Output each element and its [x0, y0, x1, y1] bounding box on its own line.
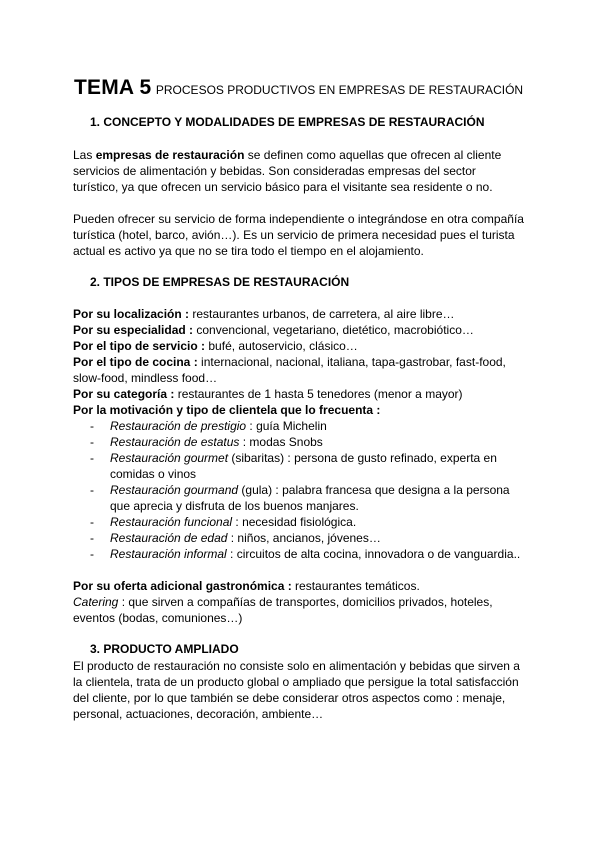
s1-p1-bold: empresas de restauración	[95, 148, 245, 162]
s2-row-label: Por la motivación y tipo de clientela que lo frecuenta :	[73, 403, 381, 417]
s1-p1-lead: Las	[73, 148, 96, 162]
s2-bullet-gourmet-cont: comidas o vinos	[110, 467, 197, 481]
s2-row-localizacion	[73, 306, 455, 322]
bullet-italic: Restauración de estatus	[110, 435, 240, 449]
s2-row-label: Por su especialidad :	[73, 323, 194, 337]
bullet-italic: Restauración informal	[110, 547, 227, 561]
s2-bullet-dash: -	[90, 547, 94, 561]
s1-p2-line1: Pueden ofrecer su servicio de forma independiente o integrándose en otra compañía	[73, 212, 524, 226]
s2-bullet-edad	[110, 530, 381, 546]
section-1-heading: 1. CONCEPTO Y MODALIDADES DE EMPRESAS DE RESTAURACIÓN	[90, 115, 485, 129]
title-subtitle: PROCESOS PRODUCTIVOS EN EMPRESAS DE RESTAURACIÓN	[155, 83, 524, 97]
s3-line1: El producto de restauración no consiste solo en alimentación y bebidas que sirven a	[73, 659, 520, 673]
bullet-text: : necesidad fisiológica.	[232, 515, 357, 529]
s2-row-text: restaurantes urbanos, de carretera, al aire libre…	[189, 307, 455, 321]
section-2-heading: 2. TIPOS DE EMPRESAS DE RESTAURACIÓN	[90, 275, 350, 289]
s2-row-motivacion	[73, 402, 380, 418]
s2-row-especialidad	[73, 322, 474, 338]
bullet-text: : guía Michelin	[246, 419, 327, 433]
s2-bullet-prestigio	[110, 418, 327, 434]
s2-catering-italic: Catering	[73, 595, 119, 609]
s2-bullet-dash: -	[90, 419, 94, 433]
s2-bullet-gourmand-cont: que aprecia y disfruta de los buenos manjares.	[110, 499, 359, 513]
s2-row-cocina	[73, 354, 506, 370]
s3-line2: la clientela, trata de un producto global o ampliado que persigue la total satisfacción	[73, 675, 519, 689]
s1-p2-line2: turística (hotel, barco, avión…). Es un servicio de primera necesidad pues el turista	[73, 228, 515, 242]
s2-row-label: Por su localización :	[73, 307, 190, 321]
s2-row-text: slow-food, mindless food…	[73, 371, 218, 385]
s2-bullet-dash: -	[90, 531, 94, 545]
s1-p1-line1	[73, 147, 501, 163]
bullet-italic: Restauración de edad	[110, 531, 228, 545]
s2-catering-cont: eventos (bodas, comuniones…)	[73, 611, 243, 625]
bullet-italic: Restauración funcional	[110, 515, 233, 529]
s3-line3: del cliente, por lo que también se debe considerar otros aspectos como : menaje,	[73, 691, 506, 705]
bullet-text: (gula) : palabra francesa que designa a la persona	[238, 483, 510, 497]
bullet-italic: Restauración gourmand	[110, 483, 239, 497]
s2-bullet-informal	[110, 546, 520, 562]
s2-row-label: Por su categoría :	[73, 387, 175, 401]
s1-p1-rest: se definen como aquellas que ofrecen al cliente	[244, 148, 502, 162]
s2-bullet-dash: -	[90, 483, 94, 497]
s1-p1-line2: servicios de alimentación y bebidas. Son consideradas empresas del sector	[73, 164, 476, 178]
s2-bullet-dash: -	[90, 515, 94, 529]
bullet-italic: Restauración gourmet	[110, 451, 229, 465]
s2-row-categoria	[73, 386, 463, 402]
s2-row-cocina-cont	[73, 370, 217, 386]
s2-bullet-gourmand	[110, 482, 510, 498]
document-title	[74, 76, 523, 100]
s2-catering-text: : que sirven a compañías de transportes, domicilios privados, hoteles,	[118, 595, 493, 609]
s3-line4: personal, actuaciones, decoración, ambiente…	[73, 707, 324, 721]
s1-p2-line3: actual es activo ya que no se tira todo el tiempo en el alojamiento.	[73, 244, 424, 258]
s2-bullet-estatus	[110, 434, 323, 450]
title-tema: TEMA 5	[74, 76, 152, 99]
s2-row-text: convencional, vegetariano, dietético, macrobiótico…	[193, 323, 474, 337]
bullet-text: : circuitos de alta cocina, innovadora o de vanguardia..	[226, 547, 521, 561]
s2-oferta	[73, 578, 420, 594]
s2-row-text: internacional, nacional, italiana, tapa-gastrobar, fast-food,	[197, 355, 506, 369]
s2-bullet-dash: -	[90, 435, 94, 449]
bullet-text: : niños, ancianos, jóvenes…	[227, 531, 381, 545]
bullet-italic: Restauración de prestigio	[110, 419, 247, 433]
bullet-text: (sibaritas) : persona de gusto refinado, experta en	[228, 451, 497, 465]
s1-p1-line3: turístico, ya que ofrecen un servicio básico para el visitante sea residente o no.	[73, 180, 493, 194]
s2-bullet-gourmet	[110, 450, 497, 466]
s2-catering	[73, 594, 493, 610]
s2-oferta-label: Por su oferta adicional gastronómica :	[73, 579, 292, 593]
s2-bullet-dash: -	[90, 451, 94, 465]
bullet-text: : modas Snobs	[239, 435, 323, 449]
s2-row-label: Por el tipo de servicio :	[73, 339, 206, 353]
s2-row-servicio	[73, 338, 358, 354]
s2-oferta-text: restaurantes temáticos.	[291, 579, 420, 593]
section-3-heading: 3. PRODUCTO AMPLIADO	[90, 642, 239, 656]
s2-bullet-funcional	[110, 514, 356, 530]
s2-row-label: Por el tipo de cocina :	[73, 355, 198, 369]
s2-row-text: restaurantes de 1 hasta 5 tenedores (menor a mayor)	[174, 387, 463, 401]
s2-row-text: bufé, autoservicio, clásico…	[205, 339, 358, 353]
